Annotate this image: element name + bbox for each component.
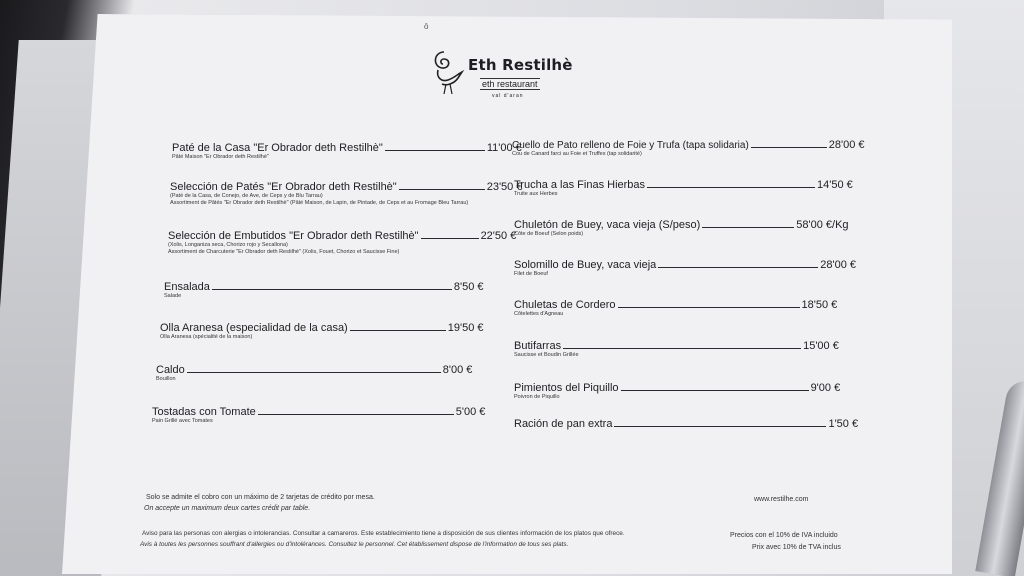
leader-line [647, 180, 815, 188]
allergy-note-fr: Avis à toutes les personnes souffrant d'allergies ou d'intolérances. Consultez le personnel. Cet établissement dispose de l'information de tous ses plats. [140, 541, 569, 548]
leader-line [614, 419, 826, 427]
item-description: Saucisse et Boudin Grillée [514, 352, 579, 358]
snail-bird-icon [430, 48, 466, 96]
item-name: Chuletas de Cordero [514, 299, 616, 311]
leader-line [751, 140, 827, 148]
staple-icon: ō [424, 22, 429, 31]
menu-item [514, 259, 856, 278]
vat-note-fr: Prix avec 10% de TVA inclus [752, 544, 841, 551]
item-description: Olla Aranesa (spécialité de la maison) [160, 334, 253, 340]
leader-line [399, 182, 485, 190]
restaurant-logo [430, 46, 573, 100]
item-price: 8'00 € [442, 364, 473, 376]
leader-line [421, 231, 479, 239]
item-price: 1'50 € [828, 418, 859, 430]
leader-line [212, 282, 452, 290]
item-description: (Xolis, Longaniza seca, Chorizo rojo y Secallona) [168, 242, 288, 248]
logo-subtitle: eth restaurant [482, 79, 538, 89]
item-name: Tostadas con Tomate [152, 406, 256, 418]
item-name: Cuello de Pato relleno de Foie y Trufa (tapa solidaria) [512, 140, 749, 151]
menu-item [514, 418, 858, 430]
item-description: Filet de Boeuf [514, 271, 548, 277]
logo-place: val d'aran [492, 93, 524, 99]
item-description: Pain Grillé avec Tomates [152, 418, 213, 424]
item-price: 11'00 € [486, 142, 522, 154]
menu-item [514, 179, 853, 198]
item-price: 5'00 € [455, 406, 486, 418]
item-name: Chuletón de Buey, vaca vieja (S/peso) [514, 219, 701, 231]
item-description: Salade [164, 293, 182, 299]
menu-item [172, 142, 522, 161]
item-description: Côtelettes d'Agneau [514, 311, 564, 317]
item-price: 28'00 € [820, 259, 857, 271]
leader-line [702, 220, 794, 228]
item-price: 15'00 € [803, 340, 839, 352]
item-description: Truite aux Herbes [514, 191, 558, 197]
item-price: 19'50 € [447, 322, 484, 334]
item-name: Solomillo de Buey, vaca vieja [514, 259, 657, 271]
item-name: Trucha a las Finas Hierbas [514, 179, 646, 191]
menu-item [152, 406, 485, 425]
menu-item [164, 281, 484, 300]
website: www.restilhe.com [754, 496, 809, 503]
item-name: Ensalada [164, 281, 210, 293]
leader-line [621, 383, 809, 391]
item-description: Pâté Maison "Er Obrador deth Restilhè" [172, 154, 269, 160]
leader-line [350, 323, 446, 331]
item-description: Poivron de Piquillo [514, 394, 560, 400]
menu-item [514, 219, 849, 238]
leader-line [187, 365, 441, 373]
item-price: 18'50 € [801, 299, 838, 311]
menu-item [514, 382, 840, 401]
item-description: Côte de Boeuf (Selon poids) [514, 231, 584, 237]
item-description: Assortiment de Charcuterie "Er Obrador deth Restilhè" (Xolis, Fouet, Chorizo et Saucisse Fine) [168, 249, 400, 255]
item-name: Pimientos del Piquillo [514, 382, 619, 394]
item-name: Olla Aranesa (especialidad de la casa) [160, 322, 348, 334]
leader-line [385, 143, 485, 151]
item-description: (Paté de la Casa, de Conejo, de Ave, de Ceps y de Blu Tarrau) [170, 193, 323, 199]
item-name: Caldo [156, 364, 185, 376]
leader-line [658, 260, 818, 268]
item-name: Paté de la Casa "Er Obrador deth Restilhè" [172, 142, 383, 154]
item-price: 23'50 € [486, 181, 523, 193]
menu-item [156, 364, 472, 383]
leader-line [258, 407, 454, 415]
item-name: Selección de Patés "Er Obrador deth Restilhè" [170, 181, 397, 193]
menu-item [168, 230, 516, 256]
menu-item [514, 299, 837, 318]
item-price: 28'00 € [828, 139, 865, 151]
card-note-es: Solo se admite el cobro con un máximo de 2 tarjetas de crédito por mesa. [146, 494, 375, 501]
item-description: Bouillon [156, 376, 176, 382]
menu-item [160, 322, 483, 341]
item-price: 14'50 € [817, 179, 853, 191]
logo-name: Eth Restilhè [468, 56, 573, 74]
menu-item [170, 181, 522, 207]
card-note-fr: On accepte un maximum deux cartes crédit par table. [144, 505, 311, 512]
item-price: 22'50 € [480, 230, 517, 242]
item-name: Butifarras [514, 340, 562, 352]
item-price: 58'00 €/Kg [796, 219, 849, 231]
leader-line [618, 300, 800, 308]
item-name: Selección de Embutidos "Er Obrador deth Restilhè" [168, 230, 419, 242]
item-price: 9'00 € [810, 382, 841, 394]
item-description: Cou de Canard farci au Foie et Truffes (tap solidarité) [512, 151, 642, 157]
item-name: Ración de pan extra [514, 418, 613, 430]
vat-note-es: Precios con el 10% de IVA incluido [730, 532, 838, 539]
item-description: Assortiment de Pâtés "Er Obrador deth Restilhè" (Pâté Maison, de Lapin, de Pintade, de Ceps et au Fromage Bleu Tarrau) [170, 200, 469, 206]
item-price: 8'50 € [453, 281, 484, 293]
menu-item [512, 139, 865, 158]
allergy-note-es: Aviso para las personas con alergias o intolerancias. Consultar a camareros. Este establecimiento tiene a disposición de sus clientes información de los platos que ofrece. [142, 530, 625, 537]
leader-line [563, 341, 801, 349]
menu-item [514, 340, 839, 359]
